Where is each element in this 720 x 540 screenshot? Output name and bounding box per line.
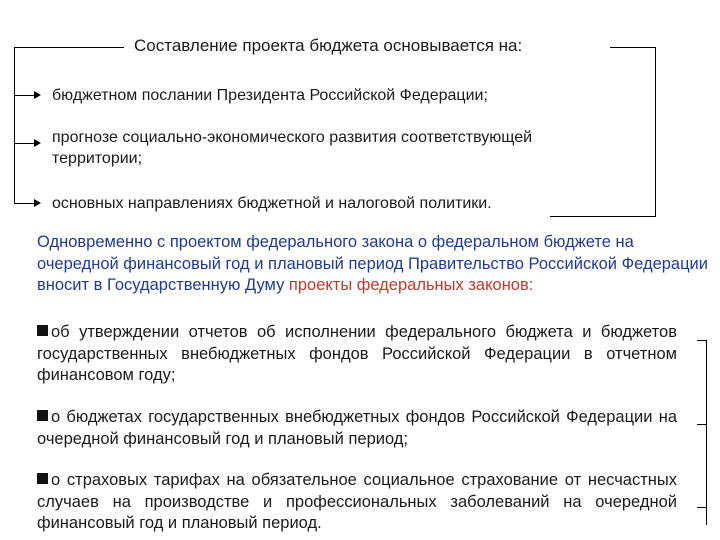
arrow-icon xyxy=(34,91,41,99)
square-bullet-icon xyxy=(37,410,48,421)
basis-item-2: прогнозе социально-экономического развития соответствующей xyxy=(52,129,533,146)
intro-highlight: проекты федеральных законов: xyxy=(288,276,534,294)
square-bullet-icon xyxy=(37,325,48,336)
frame-right xyxy=(655,47,656,216)
frame-left xyxy=(14,47,15,204)
basis-item-1: бюджетном послании Президента Российской Федерации; xyxy=(52,87,488,104)
basis-item-2-cont: территории; xyxy=(52,150,143,167)
arrow-icon xyxy=(34,139,41,147)
frame-top-left xyxy=(14,47,124,48)
intro-paragraph xyxy=(37,232,717,297)
frame-top-right xyxy=(610,47,655,48)
laws-bracket-tick xyxy=(697,424,706,425)
law-item-1: об утверждении отчетов об исполнении федерального бюджета и бюджетов государственных внебюджетных фондов Российской Федерации в отчетном финансовом году; xyxy=(37,323,677,384)
basis-item-3: основных направлениях бюджетной и налоговой политики. xyxy=(52,195,492,212)
section-title: Составление проекта бюджета основывается на: xyxy=(134,36,523,55)
law-item-2: о бюджетах государственных внебюджетных фондов Российской Федерации на очередной финансовый год и плановый период; xyxy=(37,408,677,448)
law-item-3: о страховых тарифах на обязательное социальное страхование от несчастных случаев на производстве и профессиональных заболеваний на очередной финансовый год и плановый период. xyxy=(37,471,677,532)
arrow-icon xyxy=(34,199,41,207)
intro-text: Одновременно с проектом федерального закона о федеральном бюджете на очередной финансовый год и плановый период Правительство Российской Федерации вносит в Государственную Думу xyxy=(37,233,708,294)
arrow-line-3 xyxy=(14,203,36,204)
laws-bracket-tick xyxy=(697,340,706,341)
laws-bracket xyxy=(706,340,707,525)
laws-bracket-tick xyxy=(697,507,706,508)
arrow-line-1 xyxy=(14,95,36,96)
arrow-line-2 xyxy=(14,143,36,144)
square-bullet-icon xyxy=(37,473,48,484)
frame-bottom xyxy=(550,216,656,217)
